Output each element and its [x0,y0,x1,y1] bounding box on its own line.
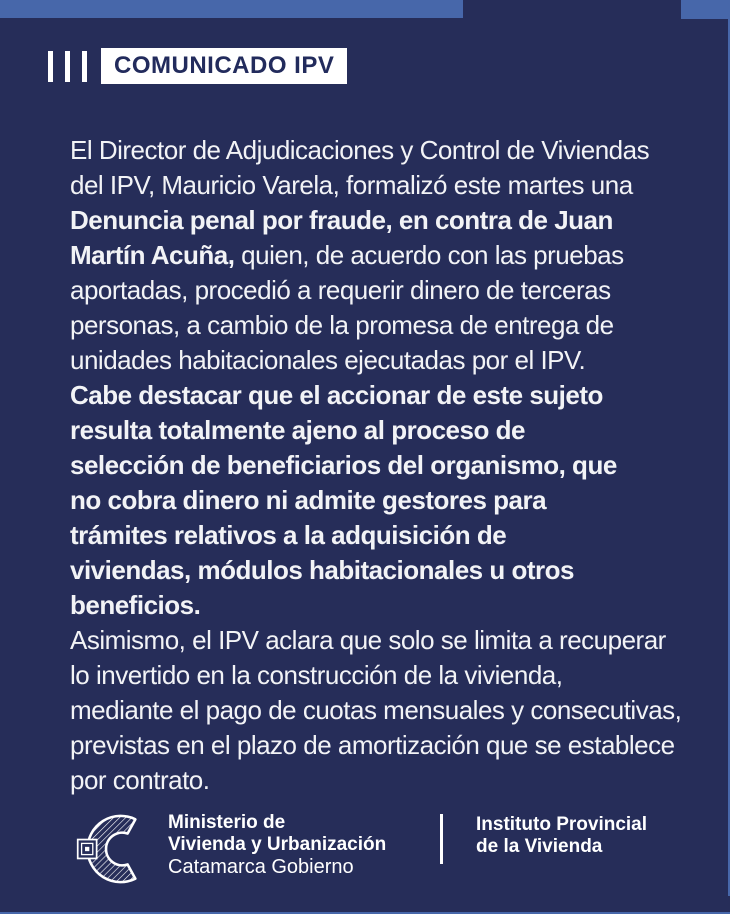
catamarca-c-logo-icon [76,806,162,892]
body-line: selección de beneficiarios del organismo, que [70,450,617,480]
triple-bars-icon [48,51,87,82]
institute-lockup [476,814,647,858]
body-line: beneficios. [70,590,201,620]
title-box [101,48,347,84]
body-line: unidades habitacionales ejecutadas por el IPV. [70,345,586,375]
header [48,48,347,84]
body-line: previstas en el plazo de amortización que se establece [70,730,675,760]
body-line: no cobra dinero ni admite gestores para [70,485,547,515]
ministry-line-2: Vivienda y Urbanización [168,834,387,855]
ministry-line-1: Ministerio de [168,812,286,833]
body-line: del IPV, Mauricio Varela, formalizó este martes una [70,170,633,200]
frame-strip-top-left [0,0,463,18]
body-line: mediante el pago de cuotas mensuales y consecutivas, [70,695,682,725]
body-line: lo invertido en la construcción de la vivienda, [70,660,563,690]
body-line: Asimismo, el IPV aclara que solo se limita a recuperar [70,625,666,655]
ministry-lockup [168,812,386,878]
body-line: aportadas, procedió a requerir dinero de terceras [70,275,611,305]
body-line: viviendas, módulos habitacionales u otros [70,555,574,585]
frame-strip-top-right [681,0,730,19]
body-line: Cabe destacar que el accionar de este sujeto [70,380,603,410]
body-line: Denuncia penal por fraude, en contra de Juan [70,205,613,235]
body-line: por contrato. [70,765,210,795]
body-line: Martín Acuña, quien, de acuerdo con las pruebas [70,240,624,270]
institute-line-1: Instituto Provincial [476,814,648,835]
body-line: trámites relativos a la adquisición de [70,520,507,550]
institute-line-2: de la Vivienda [476,836,603,857]
body-line: resulta totalmente ajeno al proceso de [70,415,525,445]
page-title: COMUNICADO IPV [114,52,335,79]
body-line: personas, a cambio de la promesa de entrega de [70,310,614,340]
body-text [70,133,690,798]
body-line: El Director de Adjudicaciones y Control de Viviendas [70,135,650,165]
ministry-line-3: Catamarca Gobierno [168,856,354,878]
footer-divider [440,814,443,864]
